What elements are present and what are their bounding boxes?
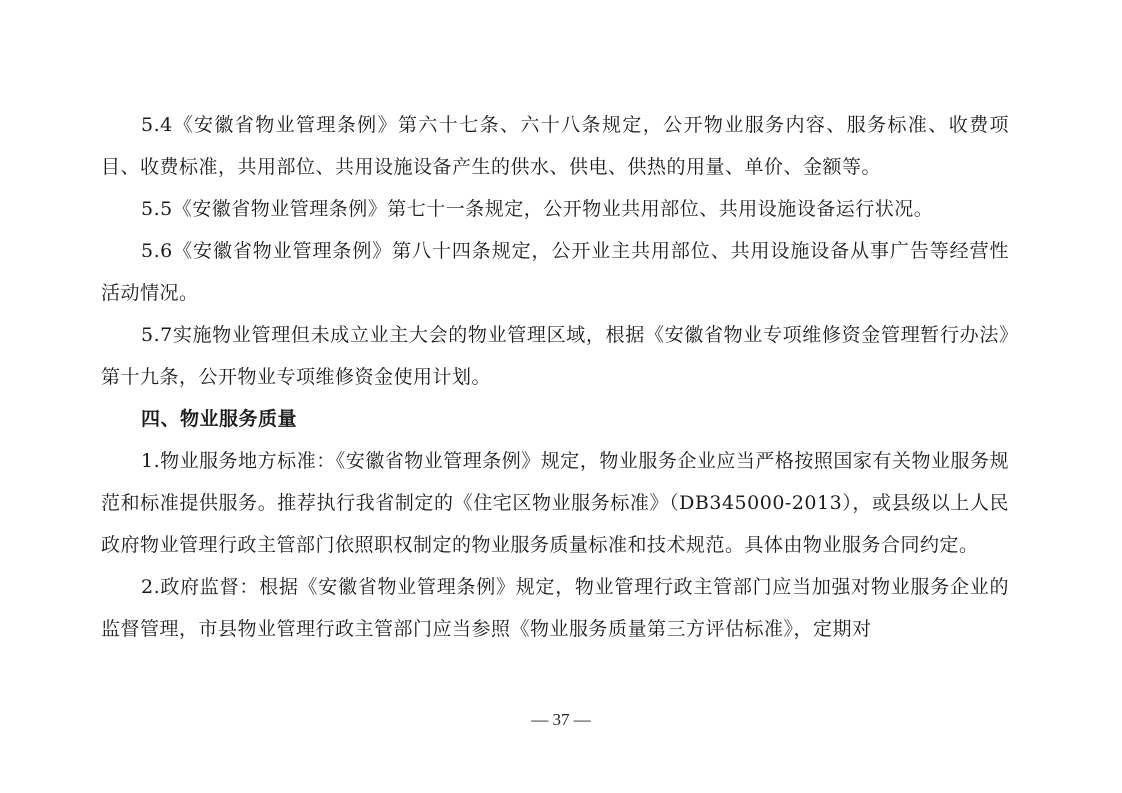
section-heading: 四、物业服务质量 [141,408,298,430]
document-body [101,104,1009,650]
page-number: — 37 — [531,710,591,729]
paragraph-local-standard: 1.物业服务地方标准：《安徽省物业管理条例》规定，物业服务企业应当严格按照国家有关物业服务规范和标准提供服务。推荐执行我省制定的《住宅区物业服务标准》（DB345000-2013），或县级以上人民政府物业管理行政主管部门依照职权制定的物业服务质量标准和技术规范。具体由物业服务合同约定。 [101,450,1009,556]
paragraph-5-4: 5.4《安徽省物业管理条例》第六十七条、六十八条规定，公开物业服务内容、服务标准、收费项目、收费标准，共用部位、共用设施设备产生的供水、供电、供热的用量、单价、金额等。 [101,114,1009,178]
paragraph-5-7: 5.7实施物业管理但未成立业主大会的物业管理区域，根据《安徽省物业专项维修资金管理暂行办法》第十九条，公开物业专项维修资金使用计划。 [101,324,1009,388]
paragraph-5-6: 5.6《安徽省物业管理条例》第八十四条规定，公开业主共用部位、共用设施设备从事广告等经营性活动情况。 [101,240,1009,304]
paragraph-5-5: 5.5《安徽省物业管理条例》第七十一条规定，公开物业共用部位、共用设施设备运行状况。 [141,198,934,220]
paragraph-government-supervision: 2.政府监督：根据《安徽省物业管理条例》规定，物业管理行政主管部门应当加强对物业服务企业的监督管理，市县物业管理行政主管部门应当参照《物业服务质量第三方评估标准》，定期对 [101,576,1009,640]
